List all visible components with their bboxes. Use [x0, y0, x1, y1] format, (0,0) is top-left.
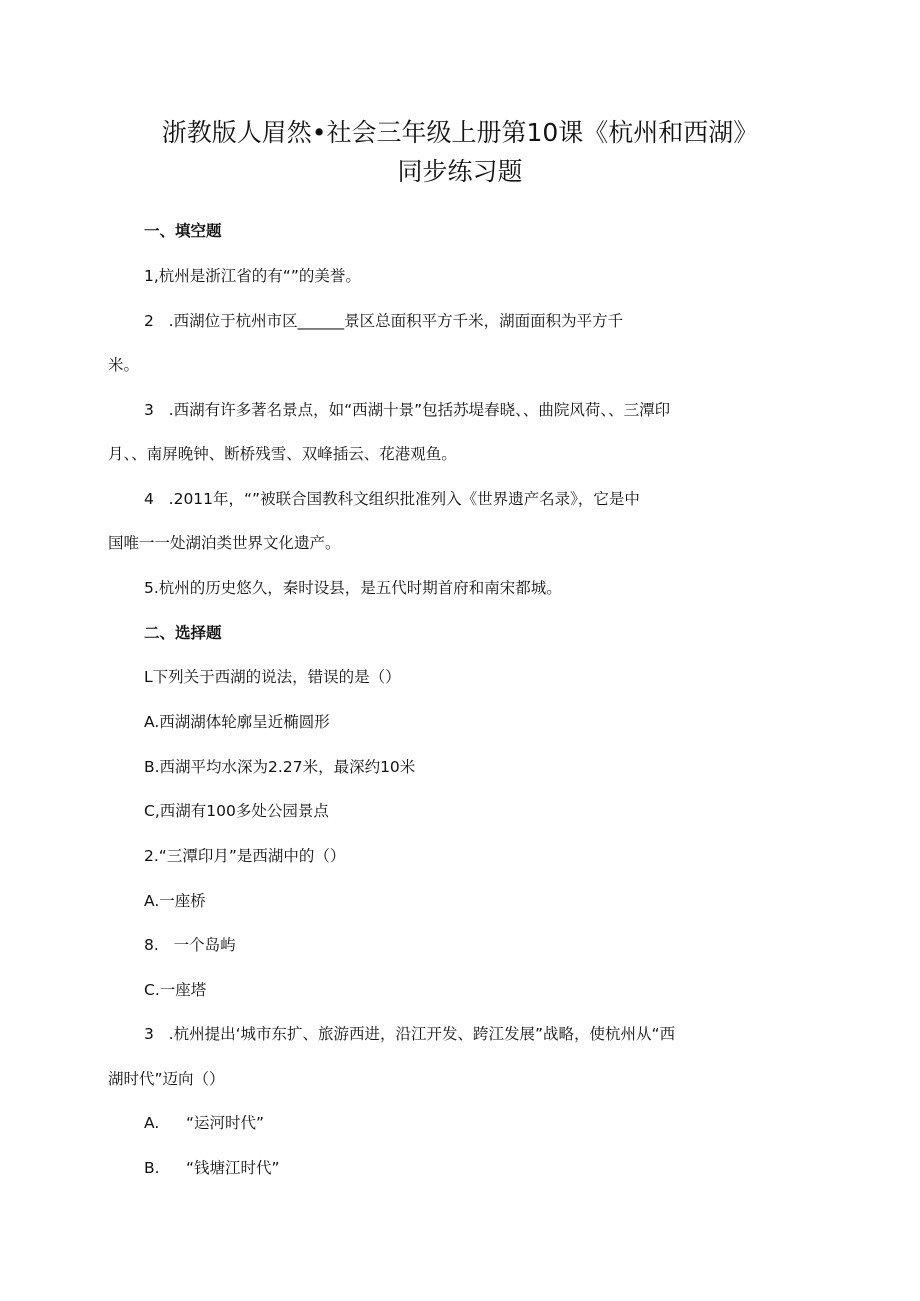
question-text: .西湖位于杭州市区______景区总面积平方千米，湖面面积为平方千	[168, 312, 624, 330]
question-number: 2	[144, 312, 154, 330]
document-title-line-2: 同步练习题	[397, 157, 523, 186]
choice-question-3	[144, 1022, 675, 1044]
fill-question-3-continuation: 月、、南屏晚钟、断桥残雪、双峰插云、花港观鱼。	[108, 445, 457, 463]
choice-question-2-option-a: A.一座桥	[144, 892, 206, 910]
choice-question-1-option-c: C,西湖有100多处公园景点	[144, 802, 329, 820]
option-label: A.	[144, 1114, 160, 1132]
fill-question-3	[144, 398, 670, 420]
choice-question-1-option-b: B.西湖平均水深为2.27米，最深约10米	[144, 758, 416, 776]
document-title-line-1: 浙教版人眉然•社会三年级上册第10课《杭州和西湖》	[161, 118, 759, 147]
option-text: 一个岛屿	[173, 936, 236, 954]
choice-question-2-option-c: C.一座塔	[144, 981, 207, 999]
choice-question-2-option-b	[144, 933, 236, 955]
question-number: 3	[144, 1025, 154, 1043]
fill-question-2	[144, 309, 623, 331]
option-label: 8.	[144, 936, 159, 954]
question-text: .2011年，“”被联合国教科文组织批准列入《世界遗产名录》，它是中	[168, 490, 640, 508]
question-number: 4	[144, 490, 154, 508]
question-text: .西湖有许多著名景点，如“西湖十景”包括苏堤春晓、、曲院风荷、、三潭印	[168, 401, 671, 419]
choice-question-1: L下列关于西湖的说法，错误的是（）	[144, 668, 401, 686]
question-number: 3	[144, 401, 154, 419]
section-heading-fill-in: 一、填空题	[144, 222, 222, 240]
fill-question-5: 5.杭州的历史悠久，秦时设县，是五代时期首府和南宋都城。	[144, 579, 562, 597]
choice-question-3-continuation: 湖时代”迈向（）	[108, 1070, 225, 1088]
option-label: B.	[144, 1159, 160, 1177]
fill-question-4-continuation: 国唯一一处湖泊类世界文化遗产。	[108, 534, 341, 552]
choice-question-3-option-a	[144, 1111, 264, 1133]
fill-question-1: 1,杭州是浙江省的有“”的美誉。	[144, 267, 361, 285]
option-text: “运河时代”	[186, 1114, 265, 1132]
question-text: .杭州提出‘城市东扩、旅游西进，沿江开发、跨江发展”战略，使杭州从“西	[168, 1025, 676, 1043]
choice-question-1-option-a: A.西湖湖体轮廓呈近椭圆形	[144, 713, 330, 731]
fill-question-4	[144, 487, 640, 509]
fill-question-2-continuation: 米。	[108, 356, 140, 374]
choice-question-2: 2.“三潭印月”是西湖中的（）	[144, 847, 346, 865]
choice-question-3-option-b	[144, 1156, 280, 1178]
section-heading-multiple-choice: 二、选择题	[144, 624, 222, 642]
option-text: “钱塘江时代”	[186, 1159, 280, 1177]
